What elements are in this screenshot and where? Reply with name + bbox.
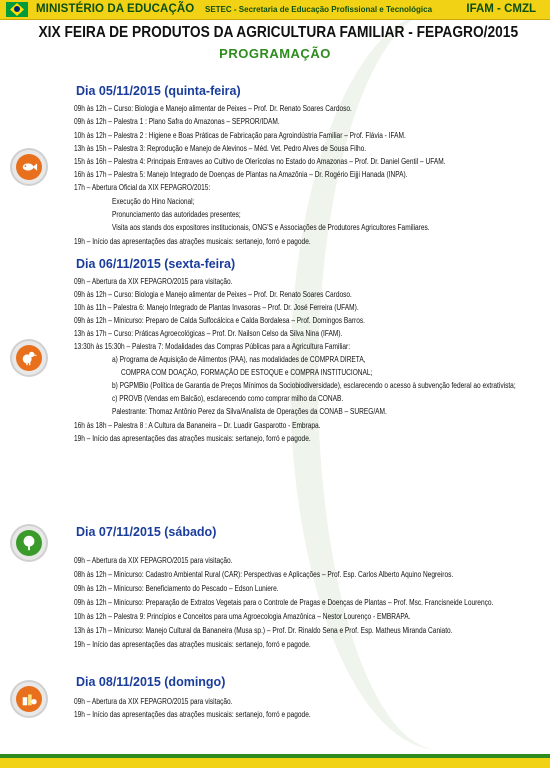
event-2-1: 09h – Abertura da XIX FEPAGRO/2015 para visitação. xyxy=(74,277,233,286)
day-title-3: Dia 07/11/2015 (sábado) xyxy=(76,525,217,539)
event-2-2: 09h às 12h – Curso: Biologia e Manejo alimentar de Peixes – Prof. Dr. Renato Soares Cardoso. xyxy=(74,290,352,299)
event-4-1: 09h – Abertura da XIX FEPAGRO/2015 para visitação. xyxy=(74,697,233,706)
event-2-9: b) PGPMBio (Política de Garantia de Preços Mínimos da Sociobiodiversidade), esclarecendo o acesso à subvenção federal ao extrativista; xyxy=(112,381,516,390)
event-2-8: COMPRA COM DOAÇÃO, FORMAÇÃO DE ESTOQUE e COMPRA INSTITUCIONAL; xyxy=(121,368,373,377)
campus-name: IFAM - CMZL xyxy=(466,3,536,15)
event-2-13: 19h – Início das apresentações das atrações musicais: sertanejo, forró e pagode. xyxy=(74,434,311,443)
event-1-1: 09h às 12h – Curso: Biologia e Manejo alimentar de Peixes – Prof. Dr. Renato Soares Cardoso. xyxy=(74,104,352,113)
fish-icon xyxy=(12,150,46,184)
event-1-4: 13h às 15h – Palestra 3: Reprodução e Manejo de Alevinos – Méd. Vet. Pedro Alves de Sousa Filho. xyxy=(74,144,367,153)
event-2-12: 16h às 18h – Palestra 8 : A Cultura da Bananeira – Dr. Luadir Gasparotto - Embrapa. xyxy=(74,421,321,430)
event-3-4: 09h às 12h – Minicurso: Preparação de Extratos Vegetais para o Controle de Pragas e Doenças de Plantas – Prof. Msc. Francisneide Lourenço. xyxy=(74,598,494,607)
event-2-7: a) Programa de Aquisição de Alimentos (PAA), nas modalidades de COMPRA DIRETA, xyxy=(112,355,366,364)
event-1-9: Pronunciamento das autoridades presentes; xyxy=(112,210,241,219)
tree-icon xyxy=(12,526,46,560)
brazil-flag-icon xyxy=(6,2,28,17)
background-swirl xyxy=(290,10,550,750)
ministry-name: MINISTÉRIO DA EDUCAÇÃO xyxy=(36,3,195,15)
event-1-2: 09h às 12h – Palestra 1 : Plano Safra do Amazonas – SEPROR/IDAM. xyxy=(74,117,280,126)
event-3-7: 19h – Início das apresentações das atrações musicais: sertanejo, forró e pagode. xyxy=(74,640,311,649)
day-title-1: Dia 05/11/2015 (quinta-feira) xyxy=(76,84,241,98)
page-title: XIX FEIRA DE PRODUTOS DA AGRICULTURA FAMILIAR - FEPAGRO/2015 xyxy=(38,24,519,41)
event-3-2: 08h às 12h – Minicurso: Cadastro Ambiental Rural (CAR): Perspectivas e Aplicações – Prof. Esp. Carlos Alberto Aquino Negreiros. xyxy=(74,570,454,579)
event-2-11: Palestrante: Thomaz Antônio Perez da Silva/Analista de Operações da CONAB – SUREG/AM. xyxy=(112,407,387,416)
chicken-icon xyxy=(12,341,46,375)
event-4-2: 19h – Início das apresentações das atrações musicais: sertanejo, forró e pagode. xyxy=(74,710,311,719)
footer-bar xyxy=(0,754,550,768)
event-2-5: 13h às 17h – Curso: Práticas Agroecológicas – Prof. Dr. Nailson Celso da Silva Nina (IFAM). xyxy=(74,329,343,338)
event-2-10: c) PROVB (Vendas em Balcão), esclarecendo como comprar milho da CONAB. xyxy=(112,394,344,403)
produce-icon xyxy=(12,682,46,716)
event-3-5: 10h às 12h – Palestra 9: Princípios e Conceitos para uma Agroecologia Amazônica – Nestor Lourenço - EMBRAPA. xyxy=(74,612,411,621)
page-subtitle: PROGRAMAÇÃO xyxy=(219,46,331,61)
event-1-11: 19h – Início das apresentações das atrações musicais: sertanejo, forró e pagode. xyxy=(74,237,311,246)
event-1-6: 16h às 17h – Palestra 5: Manejo Integrado de Doenças de Plantas na Amazônia – Dr. Rogério Eijji Hanada (INPA). xyxy=(74,170,408,179)
event-1-5: 15h às 16h – Palestra 4: Principais Entraves ao Cultivo de Olerícolas no Estado do Amazonas – Prof. Dr. Daniel Gentil – UFAM. xyxy=(74,157,446,166)
day-title-4: Dia 08/11/2015 (domingo) xyxy=(76,675,226,689)
event-3-1: 09h – Abertura da XIX FEPAGRO/2015 para visitação. xyxy=(74,556,233,565)
event-2-6: 13:30h às 15:30h – Palestra 7: Modalidades das Compras Públicas para a Agricultura Familiar: xyxy=(74,342,351,351)
setec-name: SETEC - Secretaria de Educação Profissional e Tecnológica xyxy=(205,5,433,14)
event-1-3: 10h às 12h – Palestra 2 : Higiene e Boas Práticas de Fabricação para Agroindústria Familiar – Prof. Flávia - IFAM. xyxy=(74,131,406,140)
event-2-4: 09h às 12h – Minicurso: Preparo de Calda Sulfocálcica e Calda Bordalesa – Prof. Domingos Barros. xyxy=(74,316,365,325)
header-bar xyxy=(0,0,550,20)
event-2-3: 10h às 11h – Palestra 6: Manejo Integrado de Plantas Invasoras – Prof. Dr. José Ferreira (UFAM). xyxy=(74,303,359,312)
event-1-10: Visita aos stands dos expositores institucionais, ONG'S e Associações de Produtores Agricultores Familiares. xyxy=(112,223,430,232)
event-3-3: 09h às 12h – Minicurso: Beneficiamento do Pescado – Edson Luniere. xyxy=(74,584,279,593)
event-3-6: 13h às 17h – Minicurso: Manejo Cultural da Bananeira (Musa sp.) – Prof. Dr. Rinaldo Sena e Prof. Esp. Matheus Miranda Caniato. xyxy=(74,626,453,635)
day-title-2: Dia 06/11/2015 (sexta-feira) xyxy=(76,257,236,271)
event-1-8: Execução do Hino Nacional; xyxy=(112,197,195,206)
event-1-7: 17h – Abertura Oficial da XIX FEPAGRO/2015: xyxy=(74,183,211,192)
